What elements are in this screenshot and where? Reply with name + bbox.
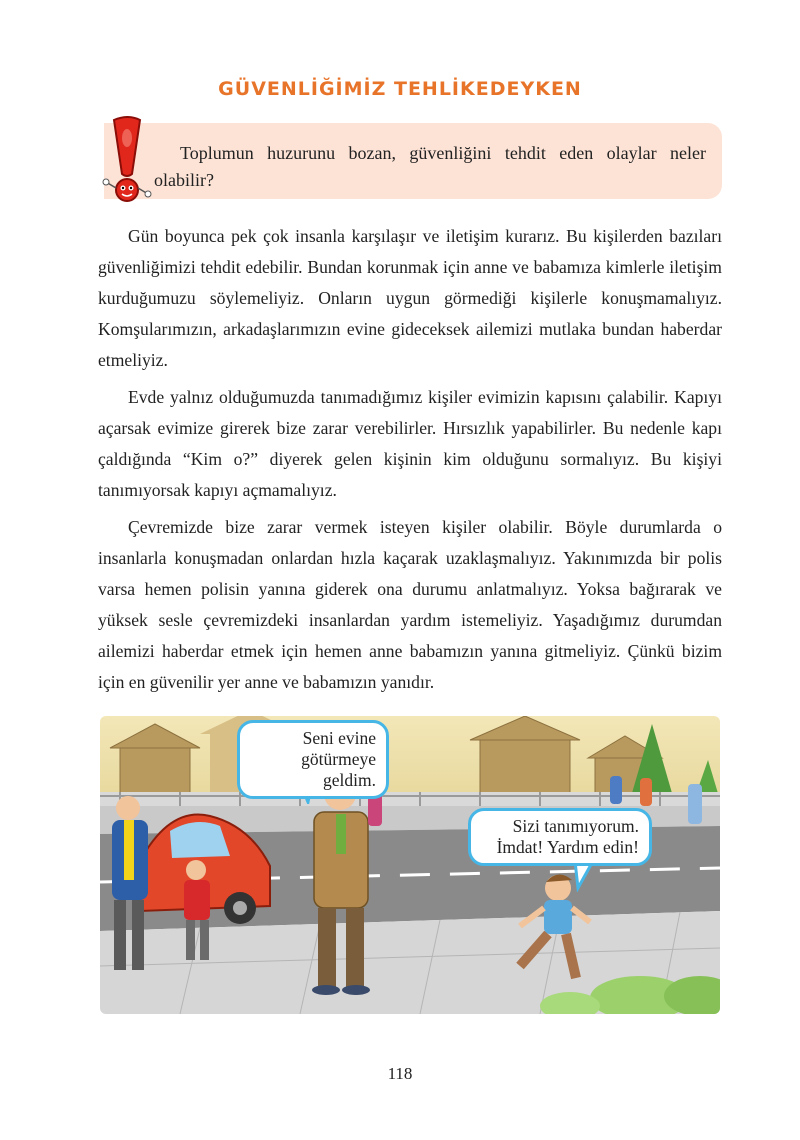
- paragraph-2: Evde yalnız olduğumuzda tanımadığımız kişiler evimizin kapısını çalabilir. Kapıyı açarsak evimize girerek bize zarar verebilirler. Hırsızlık yapabilirler. Bu nedenle kapı çaldığında “Kim o?” diyerek gelen kişinin kim olduğunu sormalıyız. Bu kişiyi tanımıyorsak kapıyı açmamalıyız.: [98, 387, 722, 500]
- question-text: Toplumun huzurunu bozan, güvenliğini tehdit eden olaylar neler olabilir?: [154, 143, 706, 190]
- page-number: 118: [387, 1064, 413, 1083]
- page-title: GÜVENLİĞİMİZ TEHLİKEDEYKEN: [218, 78, 582, 100]
- paragraph-1: Gün boyunca pek çok insanla karşılaşır ve iletişim kurarız. Bu kişilerden bazıları güvenliğimizi tehdit edebilir. Bundan korunmak için anne ve babamıza kimlerle iletişim kurduğumuzu söylemeliyiz. Onların uygun görmediği kişilerle konuşmamalıyız. Komşularımızın, arkadaşlarımızın evine gideceksek ailemizi mutlaka bundan haberdar etmeliyiz.: [98, 226, 722, 370]
- paragraph-3: Çevremizde bize zarar vermek isteyen kişiler olabilir. Böyle durumlarda o insanlarla konuşmadan onlardan hızla kaçarak uzaklaşmalıyız. Yakınımızda bir polis varsa hemen polisin yanına giderek ona durumu anlatmalıyız. Yoksa bağırarak ve yüksek sesle çevremizdeki insanlardan yardım istemeliyiz. Yaşadığımız durumdan ailemizi haberdar etmek için hemen anne babamızın yanına gitmeliyiz. Çünkü bizim için en güvenilir yer anne ve babamızın yanıdır.: [98, 517, 722, 692]
- child-speech-bubble: Sizi tanımıyorum. İmdat! Yardım edin!: [468, 808, 652, 866]
- body-text: [98, 221, 722, 704]
- exclamation-mascot-icon: [100, 116, 156, 206]
- stranger-speech-bubble: Seni evine götürmeye geldim.: [237, 720, 389, 799]
